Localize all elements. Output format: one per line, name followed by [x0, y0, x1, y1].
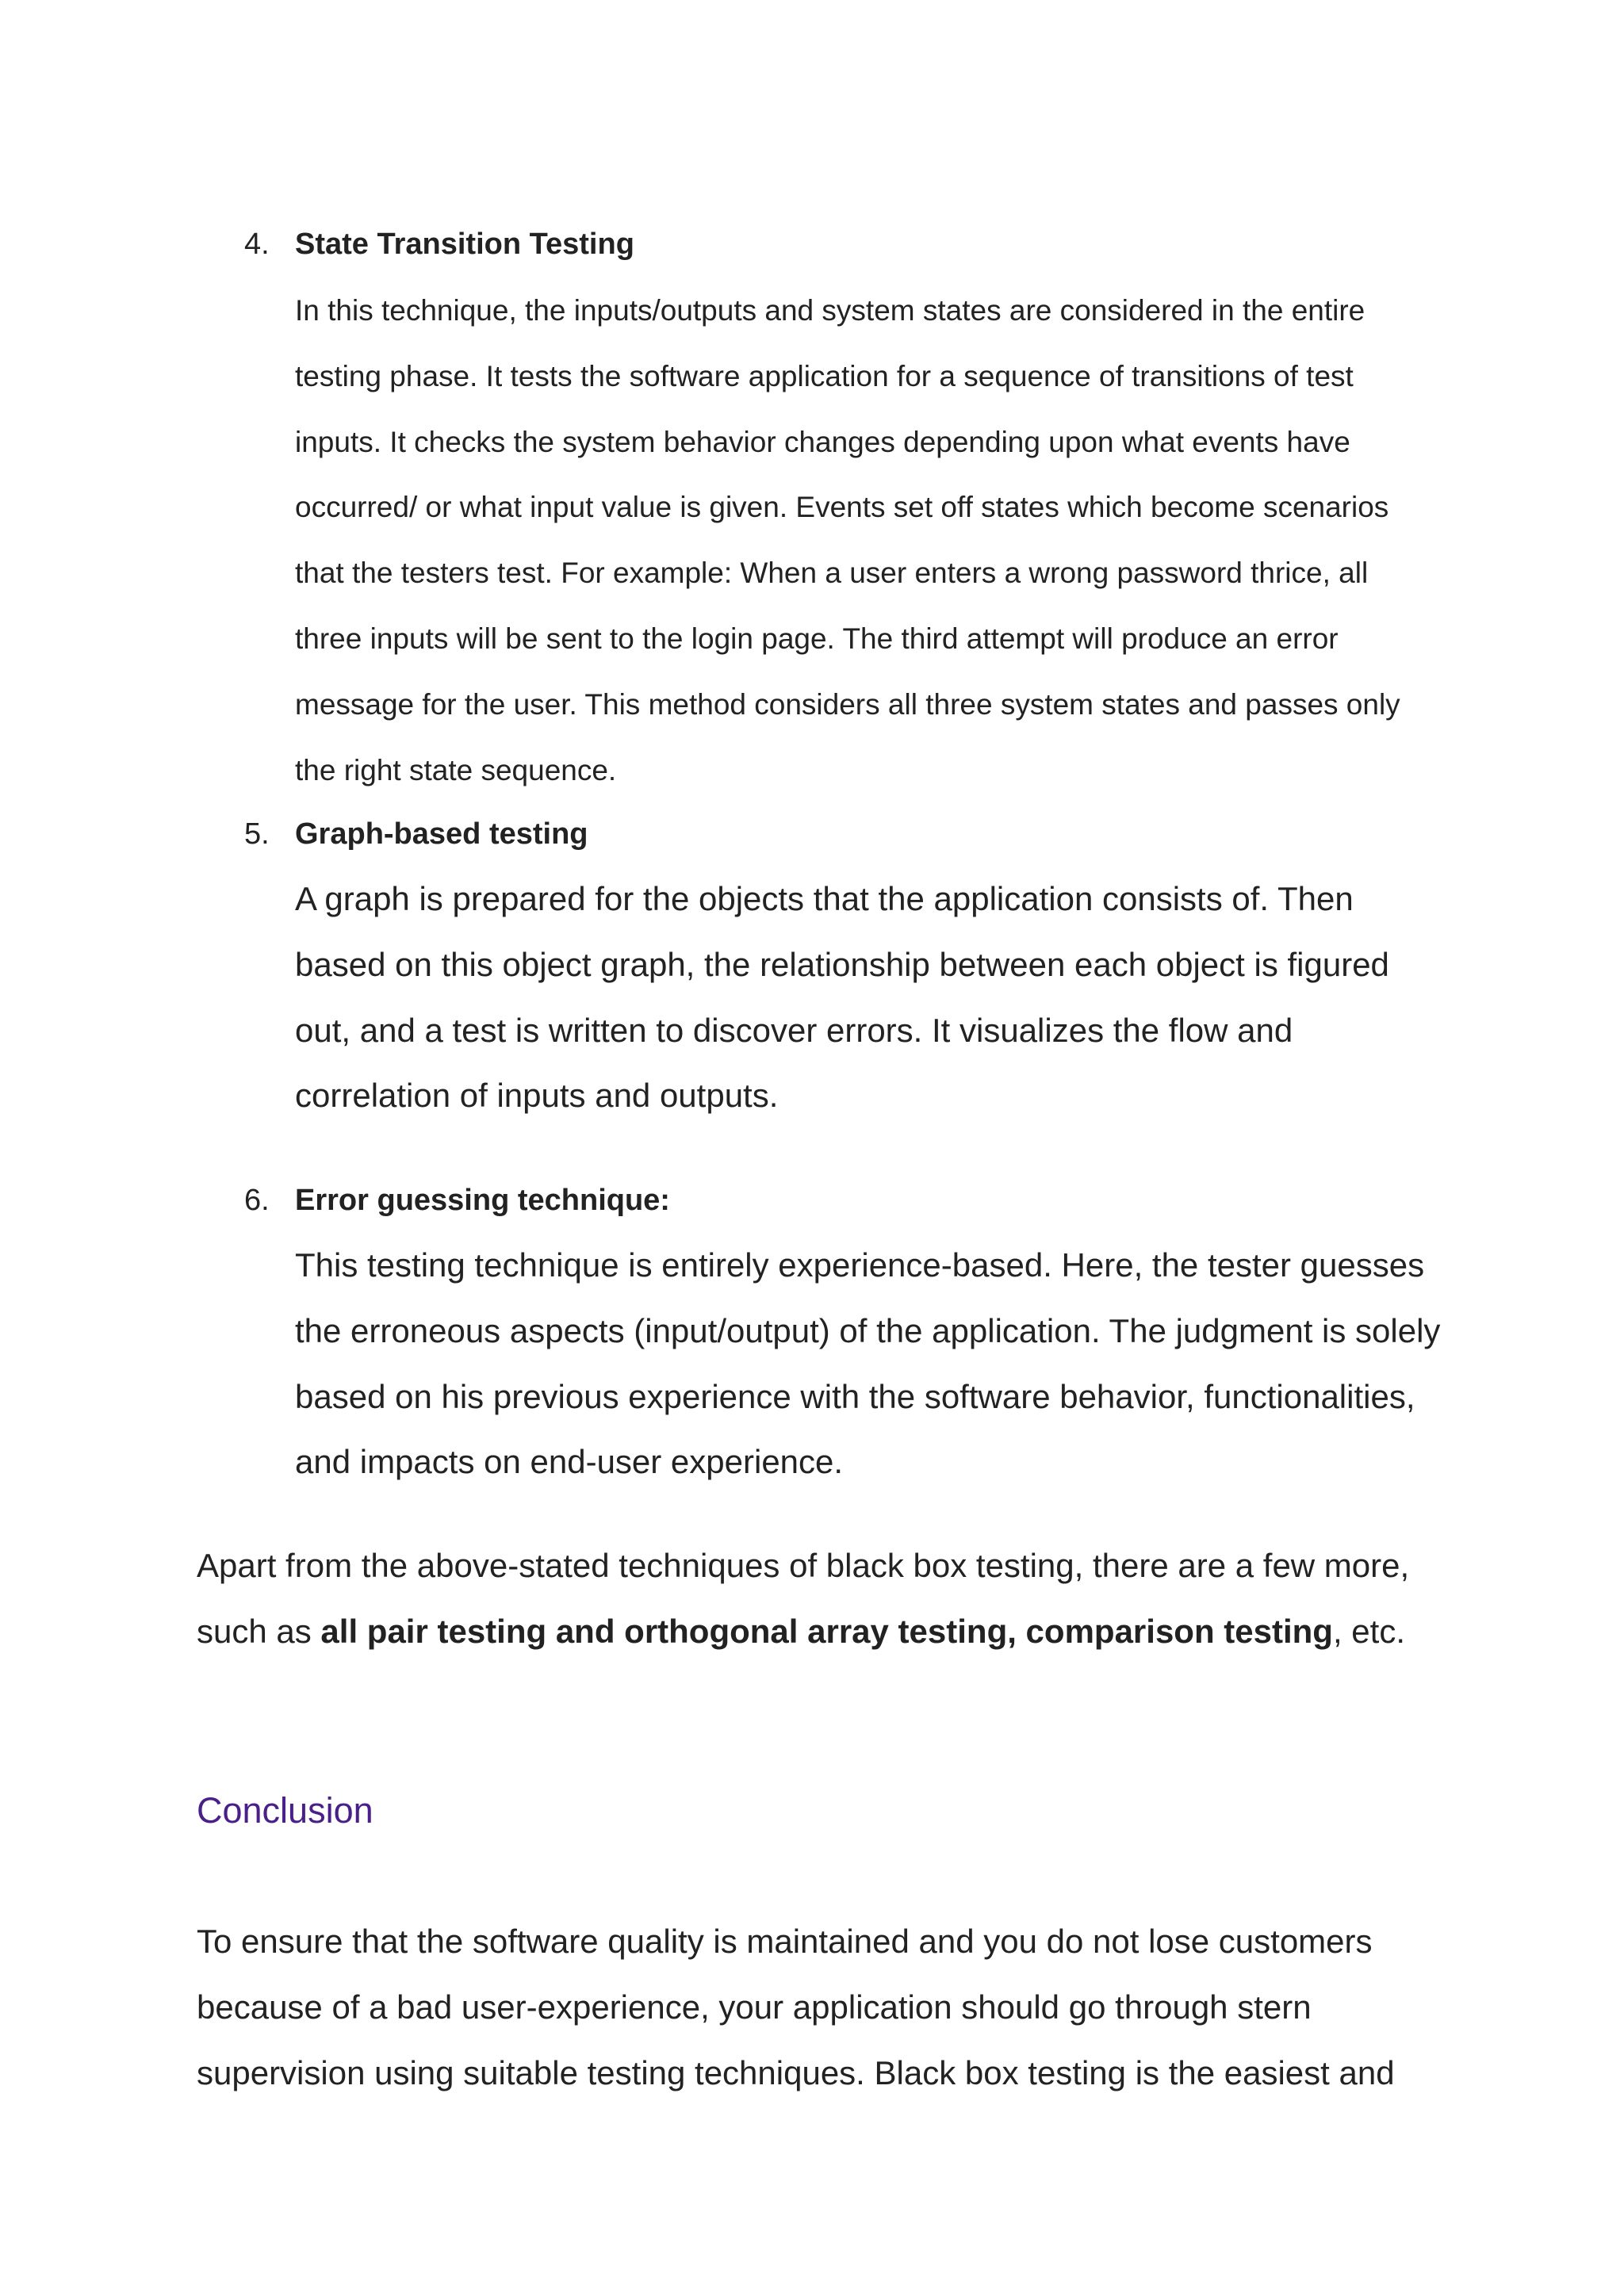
body-line: A graph is prepared for the objects that the application consists of. Then: [295, 880, 1354, 917]
section-heading: Conclusion: [197, 1790, 373, 1831]
body-line: based on his previous experience with the software behavior, functionalities,: [295, 1377, 1415, 1415]
paragraph-line: [197, 1599, 1409, 1665]
body-line: occurred/ or what input value is given. Events set off states which become scenarios: [295, 491, 1389, 524]
body-line: three inputs will be sent to the login page. The third attempt will produce an error: [295, 622, 1339, 655]
item-body: [295, 867, 1389, 1129]
body-line: inputs. It checks the system behavior changes depending upon what events have: [295, 425, 1350, 458]
body-line: based on this object graph, the relationship between each object is figured: [295, 945, 1389, 983]
paragraph-line: Apart from the above-stated techniques of black box testing, there are a few more,: [197, 1547, 1410, 1584]
body-line: that the testers test. For example: When a user enters a wrong password thrice, all: [295, 557, 1369, 590]
body-line: the erroneous aspects (input/output) of the application. The judgment is solely: [295, 1311, 1441, 1349]
conclusion-paragraph: [197, 1909, 1395, 2106]
body-line: out, and a test is written to discover errors. It visualizes the flow and: [295, 1011, 1293, 1049]
item-number: 5.: [244, 817, 270, 851]
item-number: 6.: [244, 1184, 270, 1217]
body-line: correlation of inputs and outputs.: [295, 1077, 779, 1115]
item-heading: Error guessing technique:: [295, 1184, 670, 1217]
body-line: and impacts on end-user experience.: [295, 1443, 844, 1481]
paragraph-line: To ensure that the software quality is maintained and you do not lose customers: [197, 1923, 1373, 1960]
bold-text-span: all pair testing and orthogonal array testing, comparison testing: [320, 1612, 1333, 1650]
text-span: , etc.: [1332, 1612, 1405, 1650]
body-line: In this technique, the inputs/outputs and system states are considered in the entire: [295, 294, 1365, 327]
item-number: 4.: [244, 228, 270, 261]
text-span: such as: [197, 1612, 321, 1650]
body-line: the right state sequence.: [295, 753, 617, 786]
paragraph-line: supervision using suitable testing techniques. Black box testing is the easiest and: [197, 2053, 1395, 2091]
item-heading: State Transition Testing: [295, 228, 634, 261]
item-body: [295, 278, 1400, 803]
paragraph-line: because of a bad user-experience, your application should go through stern: [197, 1988, 1312, 2026]
body-line: This testing technique is entirely experience-based. Here, the tester guesses: [295, 1246, 1425, 1284]
item-heading: Graph-based testing: [295, 817, 588, 851]
body-line: message for the user. This method considers all three system states and passes only: [295, 687, 1400, 721]
apart-paragraph: [197, 1533, 1409, 1665]
item-body: [295, 1233, 1440, 1495]
body-line: testing phase. It tests the software application for a sequence of transitions of test: [295, 359, 1354, 392]
